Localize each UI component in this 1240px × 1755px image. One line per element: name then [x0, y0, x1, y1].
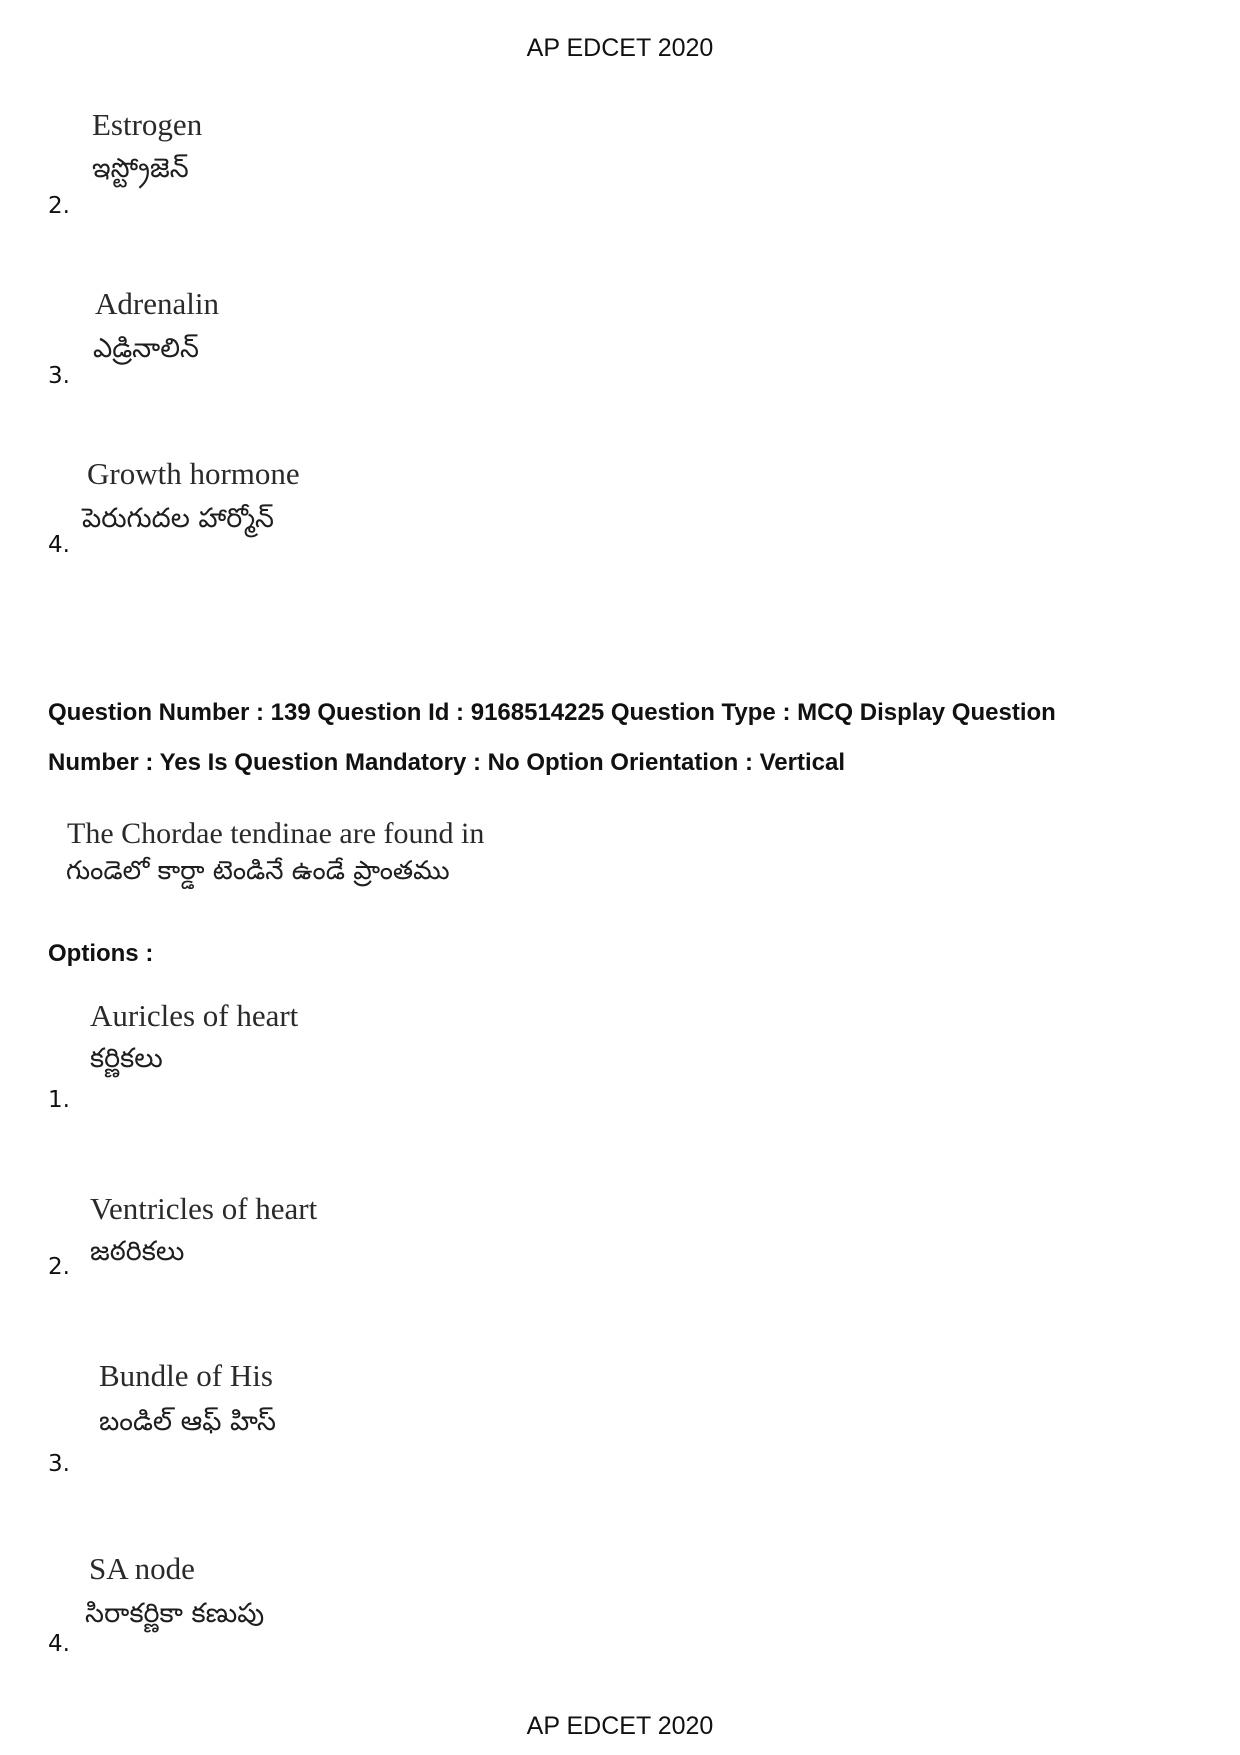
option-number: 4. — [48, 532, 70, 558]
page-footer-title: AP EDCET 2020 — [526, 1712, 714, 1740]
option-number: 2. — [48, 193, 70, 219]
option-english-text: Growth hormone — [87, 456, 300, 491]
option-number: 1. — [48, 1087, 70, 1113]
question-meta-line-2: Number : Yes Is Question Mandatory : No Option Orientation : Vertical — [48, 749, 846, 776]
option-number: 3. — [48, 1451, 70, 1477]
option-telugu-text: ఇస్ట్రోజెన్ — [92, 153, 189, 184]
option-telugu-text: జఠరికలు — [90, 1236, 185, 1267]
option-english-text: Estrogen — [92, 107, 203, 142]
option-english-text: Ventricles of heart — [90, 1191, 318, 1226]
page-header-title: AP EDCET 2020 — [526, 34, 714, 62]
option-telugu-text: సిరాకర్ణికా కణుపు — [85, 1598, 265, 1629]
option-telugu-text: బండిల్ ఆఫ్ హిస్ — [99, 1406, 276, 1437]
option-english-text: Bundle of His — [99, 1358, 273, 1393]
option-english-text: Adrenalin — [95, 286, 219, 321]
option-telugu-text: కర్ణికలు — [90, 1043, 163, 1074]
option-number: 3. — [48, 363, 70, 389]
question-english-text: The Chordae tendinae are found in — [67, 817, 485, 850]
options-label: Options : — [48, 940, 154, 967]
option-number: 2. — [48, 1254, 70, 1280]
option-telugu-text: ఎడ్రినాలిన్ — [93, 333, 199, 364]
question-meta-line-1: Question Number : 139 Question Id : 9168514225 Question Type : MCQ Display Question — [48, 699, 1056, 726]
option-telugu-text: పెరుగుదల హార్మోన్ — [82, 503, 274, 534]
option-number: 4. — [48, 1631, 70, 1657]
question-telugu-text: గుండెలో కార్డా టెండినే ఉండే ప్రాంతము — [66, 856, 450, 886]
option-english-text: Auricles of heart — [90, 998, 299, 1033]
option-english-text: SA node — [89, 1551, 195, 1586]
